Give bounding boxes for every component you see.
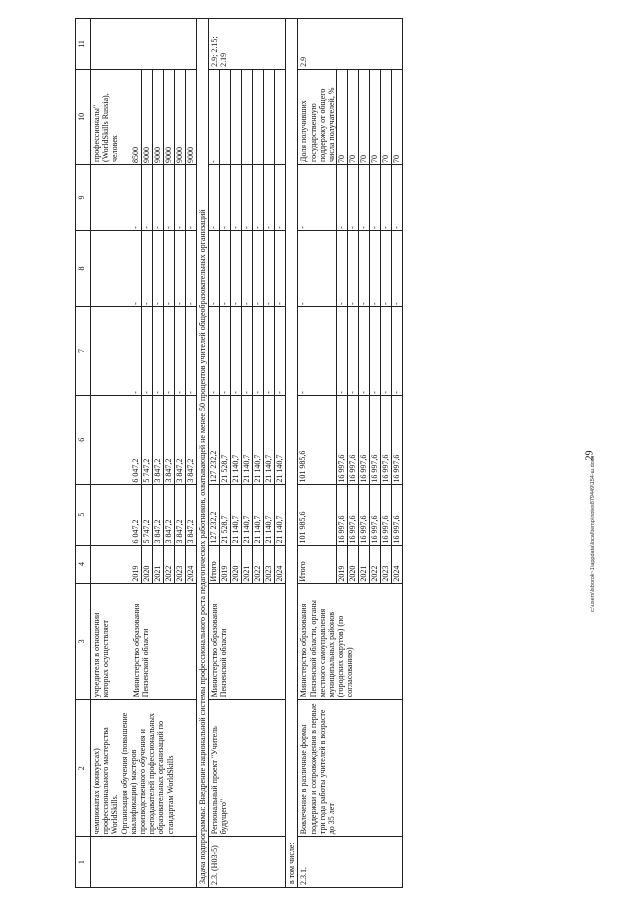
value: 21 140,7 — [275, 515, 285, 544]
years-cell — [298, 545, 403, 583]
value: - — [142, 307, 153, 395]
regional-budget-cell — [298, 395, 403, 484]
rotated-table-wrapper — [75, 18, 615, 888]
value: 9000 — [175, 70, 186, 164]
value: 16 997,6 — [381, 485, 392, 545]
value — [264, 70, 275, 164]
indicator-cell — [298, 69, 403, 164]
value: - — [298, 165, 337, 230]
value: 3 847,2 — [153, 396, 164, 484]
value: - — [392, 391, 402, 394]
value: 9000 — [164, 70, 175, 164]
value: 9000 — [142, 70, 153, 164]
value: - — [264, 165, 275, 230]
value: - — [164, 231, 175, 306]
col7-cell — [298, 307, 403, 396]
value: 3 847,2 — [175, 396, 186, 484]
year: 2019 — [337, 546, 348, 583]
value: - — [231, 307, 242, 395]
value: 21 140,7 — [253, 396, 264, 484]
value: 5 747,2 — [142, 396, 153, 484]
year: 2021 — [153, 546, 164, 583]
value: - — [131, 307, 142, 395]
year: 2019 — [131, 546, 142, 583]
value: - — [337, 231, 348, 306]
year: 2022 — [370, 546, 381, 583]
measure-name-cell — [91, 700, 197, 837]
value: 16 997,6 — [392, 454, 402, 483]
value: 16 997,6 — [359, 396, 370, 484]
value: - — [175, 165, 186, 230]
value: - — [275, 226, 285, 229]
value: 21 140,7 — [264, 396, 275, 484]
value: - — [370, 165, 381, 230]
year: 2020 — [231, 546, 242, 583]
header-cell: 7 — [76, 307, 91, 396]
value — [275, 70, 285, 164]
including-row — [286, 19, 298, 888]
row-number-cell: 2.3.1. — [298, 837, 403, 888]
value: 16 997,6 — [392, 515, 402, 544]
value: - — [164, 307, 175, 395]
value: - — [381, 165, 392, 230]
value: 21 140,7 — [242, 396, 253, 484]
indicator-cell — [91, 69, 197, 164]
value: 127 232,2 — [209, 485, 220, 545]
value: 5 747,2 — [142, 485, 153, 545]
header-cell: 9 — [76, 164, 91, 230]
value: 3 847,2 — [175, 485, 186, 545]
indicator-name: профессионалы" (WorldSkills Russia), человек — [92, 93, 120, 162]
measure-name-cell: Региональный проект "Учитель будущего" — [209, 700, 286, 837]
relation-cell: 2.9 — [298, 19, 403, 70]
value: - — [348, 165, 359, 230]
value: 70 — [370, 70, 381, 164]
value: - — [209, 307, 220, 395]
value: - — [298, 231, 337, 306]
year: 2021 — [359, 546, 370, 583]
including-label: в том числе: — [286, 19, 298, 888]
value: - — [264, 307, 275, 395]
value: - — [370, 231, 381, 306]
value: - — [209, 70, 220, 164]
year: 2021 — [242, 546, 253, 583]
value: - — [164, 165, 175, 230]
value: 70 — [381, 70, 392, 164]
col8-cell — [91, 230, 197, 306]
value: - — [348, 307, 359, 395]
value: 9000 — [153, 70, 164, 164]
value: - — [264, 231, 275, 306]
value: 70 — [392, 154, 402, 163]
value: 21 140,7 — [264, 485, 275, 545]
measure-name: Организация обучения (повышение квалификации) мастеров производственного обучения и преподавателей профессиональных образовательных организаций по стандартам WorldSkills — [119, 712, 175, 835]
years-cell — [91, 545, 197, 583]
value: - — [175, 231, 186, 306]
value: 16 997,6 — [370, 396, 381, 484]
page-number: 29 — [584, 450, 596, 461]
value: - — [242, 165, 253, 230]
footer-file-path: c:\users\lsborok~1\appdata\local\temp\notes879449\154-ш.docx — [590, 455, 596, 612]
header-cell: 11 — [76, 19, 91, 70]
year: 2023 — [175, 546, 186, 583]
row-number-cell — [91, 837, 197, 888]
header-cell: 3 — [76, 583, 91, 700]
value: - — [153, 165, 164, 230]
value: - — [242, 231, 253, 306]
header-row — [76, 19, 91, 888]
value: - — [253, 307, 264, 395]
value: - — [337, 307, 348, 395]
value: - — [348, 231, 359, 306]
total-cell — [209, 484, 286, 545]
header-cell: 6 — [76, 395, 91, 484]
regional-budget-cell — [209, 395, 286, 484]
value: - — [359, 165, 370, 230]
value: - — [186, 226, 195, 229]
value: - — [209, 165, 220, 230]
executor-top: учредителя в отношении которых осуществляет — [92, 612, 111, 698]
value: 6 047,2 — [131, 485, 142, 545]
value: 8500 — [131, 70, 142, 164]
value: - — [298, 307, 337, 395]
value — [253, 70, 264, 164]
value: 3 847,2 — [153, 485, 164, 545]
value: - — [153, 231, 164, 306]
value: - — [359, 231, 370, 306]
year: Итого — [298, 546, 337, 583]
executor-cell: Министерство образования Пензенской области, органы местного самоуправления муниципальных районов (городских округов) (по согласованию) — [298, 583, 403, 700]
year: 2022 — [164, 546, 175, 583]
header-cell: 8 — [76, 230, 91, 306]
value: 16 997,6 — [348, 485, 359, 545]
value — [231, 70, 242, 164]
value: - — [209, 231, 220, 306]
col9-cell — [91, 164, 197, 230]
measure-name-cell: Вовлечение в различные формы поддержки и сопровождения в первые три года работы учителей в возрасте до 35 лет — [298, 700, 403, 837]
value: - — [153, 307, 164, 395]
value: 6 047,2 — [131, 396, 142, 484]
value: 21 528,7 — [220, 396, 231, 484]
value: 70 — [337, 70, 348, 164]
indicator-name: Доля получивших государственную поддержку от общего числа получателей, % — [298, 70, 337, 164]
header-cell: 5 — [76, 484, 91, 545]
value: - — [359, 307, 370, 395]
value: 21 140,7 — [231, 485, 242, 545]
value: - — [220, 165, 231, 230]
col9-cell — [209, 164, 286, 230]
year: 2020 — [348, 546, 359, 583]
executor-cell — [91, 583, 197, 700]
year: 2022 — [253, 546, 264, 583]
value: - — [175, 307, 186, 395]
executor-name: Министерство образования Пензенской области — [132, 603, 151, 698]
year: 2020 — [142, 546, 153, 583]
table-row — [91, 19, 197, 888]
value: - — [392, 302, 402, 306]
value: - — [231, 231, 242, 306]
value: 21 140,7 — [242, 485, 253, 545]
value: 16 997,6 — [337, 396, 348, 484]
year: 2023 — [264, 546, 275, 583]
value: - — [220, 231, 231, 306]
relation-cell — [91, 19, 197, 70]
value: 3 847,2 — [164, 396, 175, 484]
value: - — [231, 165, 242, 230]
value: - — [186, 391, 195, 394]
total-cell — [298, 484, 403, 545]
table-row — [298, 19, 403, 888]
value: 16 997,6 — [348, 396, 359, 484]
value: - — [142, 231, 153, 306]
value: - — [253, 231, 264, 306]
value: 127 232,2 — [209, 396, 220, 484]
value: 3 847,2 — [186, 458, 195, 483]
value: 16 997,6 — [359, 485, 370, 545]
value: 101 985,6 — [298, 485, 337, 545]
year: 2023 — [381, 546, 392, 583]
value: 3 847,2 — [164, 485, 175, 545]
header-cell: 4 — [76, 545, 91, 583]
value: - — [131, 231, 142, 306]
value: 21 140,7 — [253, 485, 264, 545]
value — [242, 70, 253, 164]
value: - — [131, 165, 142, 230]
value: - — [381, 307, 392, 395]
value: 70 — [348, 70, 359, 164]
value: 16 997,6 — [370, 485, 381, 545]
budget-table — [75, 18, 403, 888]
col8-cell — [298, 230, 403, 306]
value: - — [142, 165, 153, 230]
header-cell: 10 — [76, 69, 91, 164]
col9-cell — [298, 164, 403, 230]
year: Итого — [209, 546, 220, 583]
value: 70 — [359, 70, 370, 164]
measure-name-top: чемпионатах (конкурсах) профессионального мастерства WorldSkills. — [92, 727, 120, 835]
header-cell: 2 — [76, 700, 91, 837]
value: - — [275, 302, 285, 306]
value: 16 997,6 — [337, 485, 348, 545]
value: 21 140,7 — [231, 396, 242, 484]
value — [220, 70, 231, 164]
value: 3 847,2 — [186, 519, 195, 544]
value: - — [186, 302, 195, 306]
year: 2024 — [186, 565, 195, 582]
value: - — [370, 307, 381, 395]
value: - — [337, 165, 348, 230]
col7-cell — [91, 307, 197, 396]
value: - — [381, 231, 392, 306]
regional-budget-cell — [91, 395, 197, 484]
col7-cell — [209, 307, 286, 396]
years-cell — [209, 545, 286, 583]
value: - — [392, 226, 402, 229]
table-row — [209, 19, 286, 888]
total-cell — [91, 484, 197, 545]
value: - — [253, 165, 264, 230]
indicator-cell — [209, 69, 286, 164]
task-row — [197, 19, 209, 888]
row-number-cell: 2.3. (Н03-5) — [209, 837, 286, 888]
year: 2024 — [392, 565, 402, 582]
col8-cell — [209, 230, 286, 306]
value: 101 985,6 — [298, 396, 337, 484]
value: - — [275, 391, 285, 394]
executor-cell: Министерство образования Пензенской области — [209, 583, 286, 700]
value: 21 528,7 — [220, 485, 231, 545]
year: 2024 — [275, 565, 285, 582]
value: 9000 — [186, 146, 195, 163]
year: 2019 — [220, 546, 231, 583]
value: - — [242, 307, 253, 395]
value: - — [220, 307, 231, 395]
task-header: Задача подпрограммы: Внедрение национальной системы профессионального роста педагогических работников, охватывающей не менее 50 процентов учителей общеобразовательных организаций — [197, 19, 209, 888]
value: 16 997,6 — [381, 396, 392, 484]
relation-cell: 2.9; 2.15; 2.19 — [209, 19, 286, 70]
header-cell: 1 — [76, 837, 91, 888]
value: 21 140,7 — [275, 454, 285, 483]
